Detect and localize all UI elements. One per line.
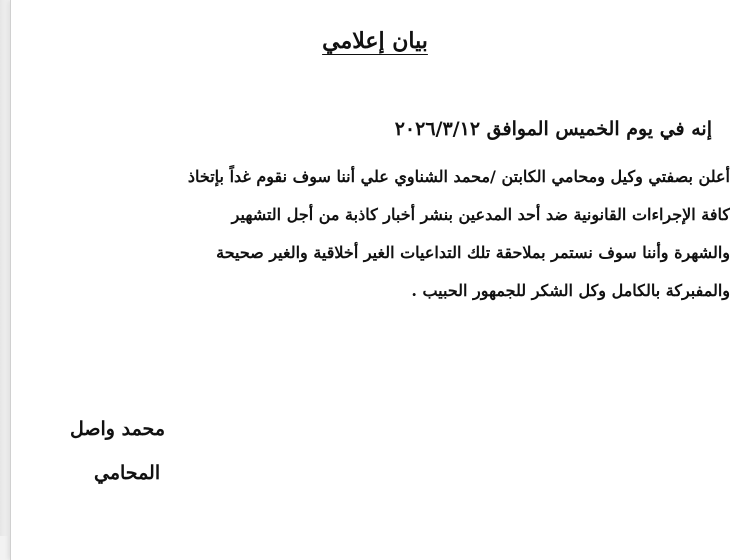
date-line: إنه في يوم الخميس الموافق ٢٠٢٦/٣/١٢	[394, 118, 712, 140]
body-line: كافة الإجراءات القانونية ضد أحد المدعين بنشر أخبار كاذبة من أجل التشهير	[231, 205, 730, 224]
signature-title: المحامي	[94, 462, 161, 484]
page-edge	[0, 0, 10, 536]
signature-name: محمد واصل	[70, 418, 165, 440]
body-line: والشهرة وأننا سوف نستمر بملاحقة تلك التداعيات الغير أخلاقية والغير صحيحة	[216, 243, 730, 262]
document-title	[0, 28, 750, 54]
statement-body	[18, 158, 730, 310]
body-line: أعلن بصفتي وكيل ومحامي الكابتن /محمد الشناوي علي أننا سوف نقوم غداً بإتخاذ	[187, 167, 730, 186]
title-text: بيان إعلامي	[322, 28, 428, 54]
body-line: والمفبركة بالكامل وكل الشكر للجمهور الحبيب .	[411, 281, 730, 300]
